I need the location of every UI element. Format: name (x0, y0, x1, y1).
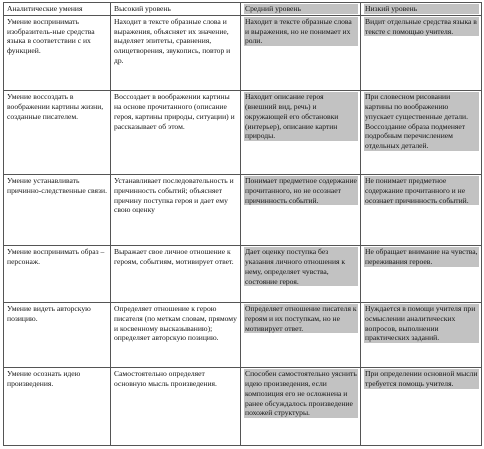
low-level-text: При словесном рисовании картины по воображению упускает существенные детали. Воссоздание образа подменяет подробным перечислением отдельных деталей. (364, 92, 479, 150)
skill-cell: Умение осознать идею произведения. (4, 368, 111, 446)
mid-level-cell (241, 303, 361, 368)
mid-level-text: Способен самостоятельно уяснить идею произведения, если композиция его не осложнена и ранее обсуждалось произведение похожей структуры. (245, 369, 357, 418)
mid-level-text: Определяет отношение писателя к героям и их поступкам, но не мотивирует ответ. (245, 304, 357, 333)
high-level-cell: Определяет отношение к герою писателя (по меткам словам, прямому и косвенному высказыванию); определяет авторскую позицию. (111, 303, 241, 368)
low-level-text: Нуждается в помощи учителя при осмыслении аналитических вопросов, выполнении практических заданий. (364, 304, 479, 343)
high-level-cell: Находит в тексте образные слова и выражения, объясняет их значение, выделяет эпитеты, сравнения, олицетворения, звукопись, повтор и др. (111, 16, 241, 91)
skills-levels-table (3, 2, 482, 446)
high-level-cell: Самостоятельно определяет основную мысль произведения. (111, 368, 241, 446)
header-row (4, 3, 482, 16)
skill-cell: Умение воссоздать в воображении картины жизни, созданные писателем. (4, 91, 111, 175)
skill-cell: Умение видеть авторскую позицию. (4, 303, 111, 368)
mid-level-cell (241, 246, 361, 303)
high-level-cell: Устанавливает последовательность и причинность событий; объясняет причину поступка героя и дает ему свою оценку (111, 175, 241, 246)
skill-cell: Умение воспринимать образ – персонаж. (4, 246, 111, 303)
mid-level-text: Находит описание героя (внешний вид, речь) и окружающей его обстановки (интерьер), описание картин природы. (244, 92, 358, 141)
table-row (4, 303, 482, 368)
skill-cell: Умение воспринимать изобразитель-ные средства языка в соответствии с их функцией. (4, 16, 111, 91)
header-mid-level-label: Средний уровень (244, 4, 358, 14)
table-row (4, 175, 482, 246)
skill-cell: Умение устанавливать причинно-следственные связи. (4, 175, 111, 246)
mid-level-text: Находит в тексте образные слова и выражения, но не понимает их роли. (244, 17, 358, 46)
low-level-cell (361, 175, 482, 246)
high-level-cell: Воссоздает в воображении картины на основе прочитанного (описание героя, картины природы, ситуации) и рассказывает об этом. (111, 91, 241, 175)
mid-level-cell (241, 175, 361, 246)
header-low-level (361, 3, 482, 16)
low-level-text: Видит отдельные средства языка в тексте с помощью учителя. (364, 17, 479, 36)
low-level-cell (361, 91, 482, 175)
header-high-level: Высокий уровень (111, 3, 241, 16)
table-row (4, 91, 482, 175)
low-level-text: Не понимает предметное содержание прочитанного и не осознает причинность событий. (364, 176, 479, 205)
header-low-level-label: Низкий уровень (364, 4, 479, 14)
header-skills: Аналитические умения (4, 3, 111, 16)
mid-level-cell (241, 16, 361, 91)
mid-level-cell (241, 91, 361, 175)
mid-level-text: Понимает предметное содержание прочитанного, но не осознает причинность событий. (245, 176, 357, 205)
header-mid-level (241, 3, 361, 16)
table-row (4, 368, 482, 446)
low-level-text: Не обращает внимание на чувства, переживания героев. (365, 247, 478, 267)
table-row (4, 246, 482, 303)
low-level-text: При определении основной мысли требуется помощь учителя. (365, 369, 478, 389)
low-level-cell (361, 368, 482, 446)
mid-level-text: Дает оценку поступка без указания личного отношения к нему, определяет чувства, состояние героя. (244, 247, 358, 286)
low-level-cell (361, 16, 482, 91)
low-level-cell (361, 246, 482, 303)
mid-level-cell (241, 368, 361, 446)
high-level-cell: Выражает свое личное отношение к героям, событиям, мотивирует ответ. (111, 246, 241, 303)
table-row (4, 16, 482, 91)
low-level-cell (361, 303, 482, 368)
